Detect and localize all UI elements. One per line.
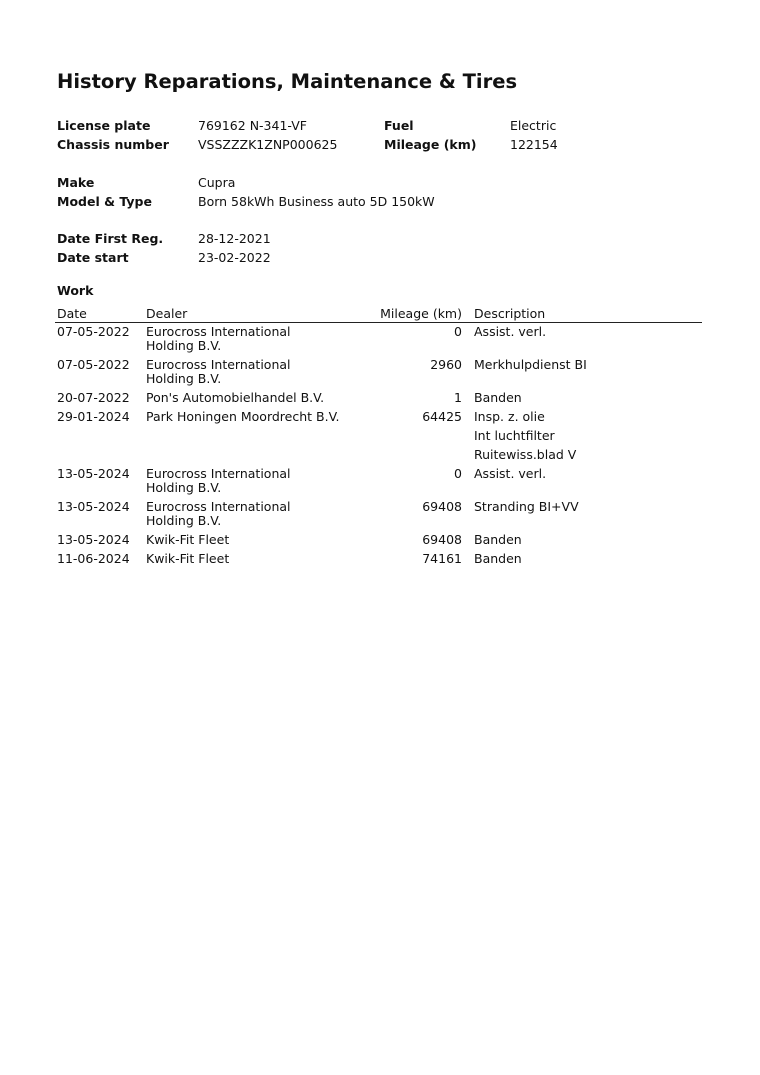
make-label: Make [57, 175, 95, 190]
mileage-value: 122154 [510, 137, 558, 152]
description-line: Insp. z. olie [474, 409, 545, 424]
license-plate-value: 769162 N-341-VF [198, 118, 307, 133]
row-date: 11-06-2024 [57, 551, 130, 566]
model-type-value: Born 58kWh Business auto 5D 150kW [198, 194, 435, 209]
row-mileage: 0 [454, 324, 462, 339]
table-row [55, 356, 702, 389]
row-dealer: Eurocross International Holding B.V. [146, 324, 291, 353]
row-date: 07-05-2022 [57, 357, 130, 372]
row-description [472, 408, 702, 465]
row-dealer: Park Honingen Moordrecht B.V. [146, 409, 340, 424]
column-header-mileage: Mileage (km) [344, 304, 472, 323]
license-plate-label: License plate [57, 118, 151, 133]
column-header-description: Description [472, 304, 702, 323]
row-mileage: 64425 [422, 409, 462, 424]
description-line: Banden [474, 532, 522, 547]
row-dealer: Pon's Automobielhandel B.V. [146, 390, 325, 405]
row-mileage: 0 [454, 466, 462, 481]
row-dealer: Eurocross International Holding B.V. [146, 357, 291, 386]
description-line: Assist. verl. [474, 466, 547, 481]
make-value: Cupra [198, 175, 236, 190]
row-date: 13-05-2024 [57, 466, 130, 481]
table-row [55, 550, 702, 569]
description-line: Assist. verl. [474, 324, 547, 339]
date-start-label: Date start [57, 250, 129, 265]
date-start-value: 23-02-2022 [198, 250, 271, 265]
row-date: 20-07-2022 [57, 390, 130, 405]
model-type-label: Model & Type [57, 194, 152, 209]
description-line: Int luchtfilter [474, 428, 555, 443]
description-line: Merkhulpdienst BI [474, 357, 587, 372]
work-table-header [55, 304, 702, 323]
row-date: 29-01-2024 [57, 409, 130, 424]
row-mileage: 69408 [422, 499, 462, 514]
mileage-label: Mileage (km) [384, 137, 477, 152]
row-description [472, 498, 702, 531]
table-row [55, 465, 702, 498]
table-row [55, 531, 702, 550]
work-section-title: Work [57, 283, 94, 298]
row-description [472, 323, 702, 357]
table-row [55, 498, 702, 531]
row-date: 07-05-2022 [57, 324, 130, 339]
table-row [55, 323, 702, 357]
description-line: Ruitewiss.blad V [474, 447, 577, 462]
table-row [55, 389, 702, 408]
row-description [472, 531, 702, 550]
row-description [472, 389, 702, 408]
row-mileage: 2960 [430, 357, 462, 372]
row-mileage: 74161 [422, 551, 462, 566]
first-registration-label: Date First Reg. [57, 231, 164, 246]
column-header-date: Date [55, 304, 144, 323]
row-description [472, 550, 702, 569]
row-description [472, 356, 702, 389]
first-registration-value: 28-12-2021 [198, 231, 271, 246]
row-dealer: Eurocross International Holding B.V. [146, 466, 291, 495]
row-dealer: Kwik-Fit Fleet [146, 551, 230, 566]
table-row [55, 408, 702, 465]
page-title: History Reparations, Maintenance & Tires [57, 70, 518, 93]
chassis-number-label: Chassis number [57, 137, 169, 152]
column-header-dealer: Dealer [144, 304, 344, 323]
row-dealer: Kwik-Fit Fleet [146, 532, 230, 547]
fuel-label: Fuel [384, 118, 414, 133]
row-mileage: 69408 [422, 532, 462, 547]
description-line: Stranding BI+VV [474, 499, 579, 514]
fuel-value: Electric [510, 118, 557, 133]
work-table [55, 304, 702, 569]
row-dealer: Eurocross International Holding B.V. [146, 499, 291, 528]
row-description [472, 465, 702, 498]
row-date: 13-05-2024 [57, 532, 130, 547]
row-date: 13-05-2024 [57, 499, 130, 514]
chassis-number-value: VSSZZZK1ZNP000625 [198, 137, 338, 152]
row-mileage: 1 [454, 390, 462, 405]
description-line: Banden [474, 551, 522, 566]
work-table-body [55, 323, 702, 570]
description-line: Banden [474, 390, 522, 405]
